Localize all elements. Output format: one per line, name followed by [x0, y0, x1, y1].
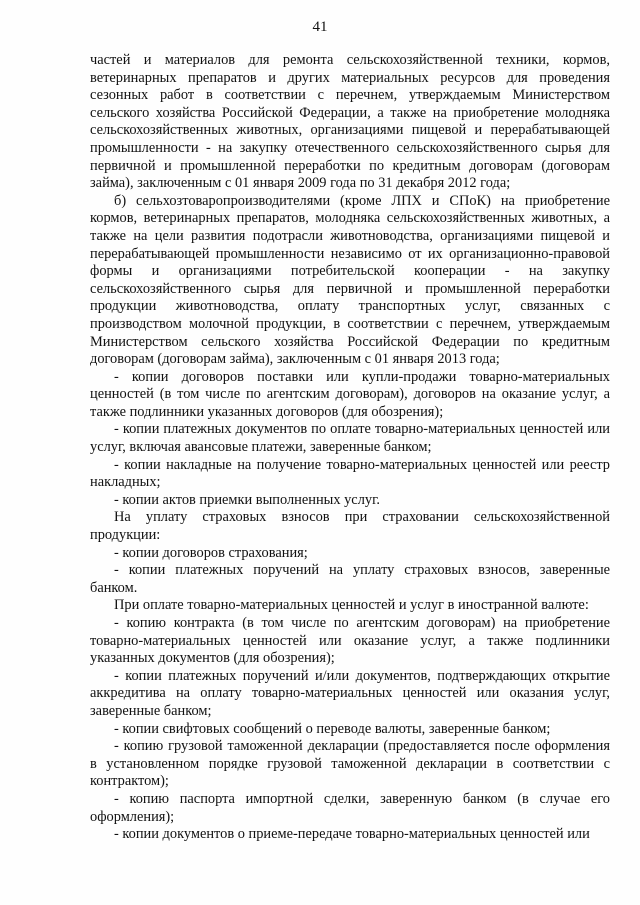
page-number: 41: [312, 19, 328, 35]
list-item-import-passport: - копию паспорта импортной сделки, заверенную банком (в случае его оформления);: [90, 790, 610, 825]
paragraph-continuation: частей и материалов для ремонта сельскохозяйственной техники, кормов, ветеринарных препаратов и других материальных ресурсов для проведения сезонных работ в соответствии с перечнем, утверждаемым Министерством сельского хозяйства Российской Федерации, а также на приобретение молодняка сельскохозяйственных животных, организациями пищевой и перерабатывающей промышленности - на закупку отечественного сельскохозяйственного сырья для первичной и промышленной переработки по кредитным договорам (договорам займа), заключенным с 01 января 2009 года по 31 декабря 2012 года;: [90, 52, 610, 192]
list-item-customs-declaration: - копию грузовой таможенной декларации (предоставляется после оформления в установленном порядке грузовой таможенной декларации в соответствии с контрактом);: [90, 738, 610, 790]
document-body: [90, 52, 610, 844]
list-item-swift-messages: - копии свифтовых сообщений о переводе валюты, заверенные банком;: [114, 720, 551, 737]
paragraph-insurance-heading: На уплату страховых взносов при страховании сельскохозяйственной продукции:: [90, 509, 610, 544]
list-item-waybills: - копии накладные на получение товарно-материальных ценностей или реестр накладных;: [90, 456, 610, 491]
list-item-acceptance-acts: - копии актов приемки выполненных услуг.: [114, 491, 380, 508]
list-item-transfer-documents: - копии документов о приеме-передаче товарно-материальных ценностей или: [114, 826, 590, 843]
paragraph-foreign-currency-heading: При оплате товарно-материальных ценностей и услуг в иностранной валюте:: [114, 597, 589, 614]
list-item-payment-orders: - копии платежных поручений и/или документов, подтверждающих открытие аккредитива на оплату товарно-материальных ценностей или оказания услуг, заверенные банком;: [90, 667, 610, 719]
list-item-contracts: - копии договоров поставки или купли-продажи товарно-материальных ценностей (в том числе по агентским договорам), договоров на оказание услуг, а также подлинники указанных договоров (для обозрения);: [90, 368, 610, 420]
list-item-payment-documents: - копии платежных документов по оплате товарно-материальных ценностей или услуг, включая авансовые платежи, заверенные банком;: [90, 421, 610, 456]
paragraph-item-b: б) сельхозтоваропроизводителями (кроме ЛПХ и СПоК) на приобретение кормов, ветеринарных препаратов, молодняка сельскохозяйственных животных, а также на цели развития подотрасли животноводства, организациями пищевой и перерабатывающей промышленности независимо от их организационно-правовой формы и организациями потребительской кооперации - на закупку сельскохозяйственного сырья для первичной и промышленной переработки продукции животноводства, оплату транспортных услуг, связанных с производством молочной продукции, в соответствии с перечнем, утверждаемым Министерством сельского хозяйства Российской Федерации по кредитным договорам (договорам займа), заключенным с 01 января 2013 года;: [90, 192, 610, 368]
list-item-insurance-payments: - копии платежных поручений на уплату страховых взносов, заверенные банком.: [90, 562, 610, 596]
list-item-insurance-contracts: - копии договоров страхования;: [114, 544, 308, 561]
list-item-contract-copy: - копию контракта (в том числе по агентским договорам) на приобретение товарно-материальных ценностей или оказание услуг, а также подлинники указанных документов (для обозрения);: [90, 615, 610, 667]
